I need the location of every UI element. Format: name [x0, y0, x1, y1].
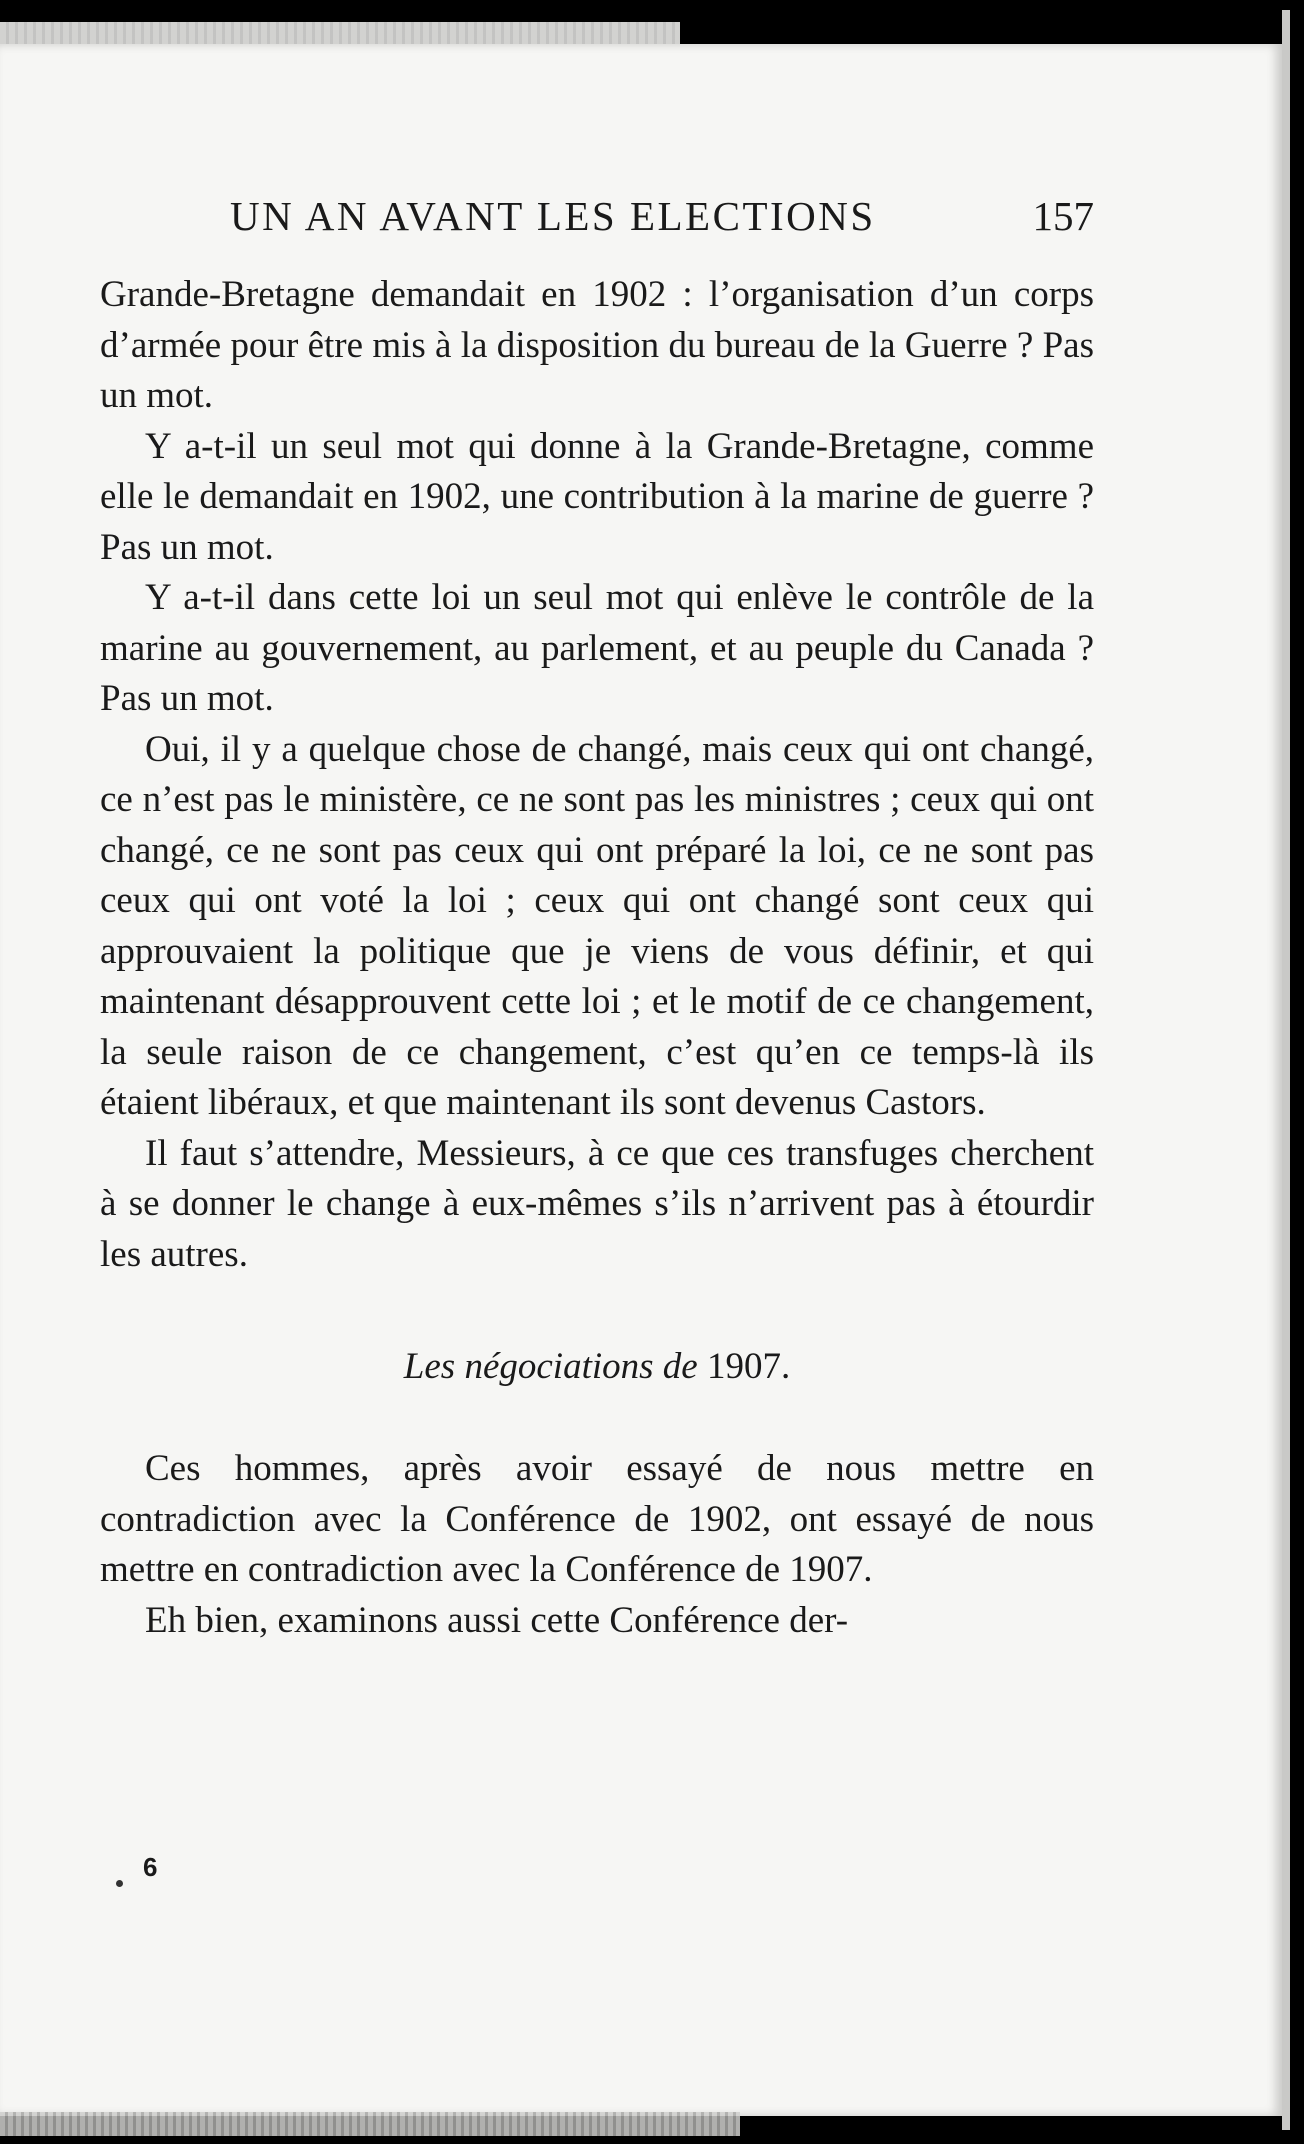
paragraph: Y a-t-il dans cette loi un seul mot qui enlève le contrôle de la marine au gouvernement, au parlement, et au peuple du Canada ? Pas un mot.	[100, 577, 1094, 719]
paragraph: Oui, il y a quelque chose de changé, mais ceux qui ont changé, ce n’est pas le ministère, ce ne sont pas les ministres ; ceux qui ont changé, ce ne sont pas ceux qui ont préparé la loi, ce ne sont pas ceux qui ont voté la loi ; ceux qui ont changé sont ceux qui approuvaient la politique que je viens de vous définir, et qui maintenant désapprouvent cette loi ; et le motif de ce changement, la seule raison de ce changement, c’est qu’en ce temps-là ils étaient libéraux, et que maintenant ils sont devenus Castors.	[100, 728, 1094, 1123]
page-edge	[1282, 10, 1290, 2130]
signature-mark: 6	[143, 1852, 158, 1882]
section-heading-year: 1907.	[706, 1346, 791, 1387]
paragraph: Eh bien, examinons aussi cette Conférence der-	[145, 1599, 849, 1641]
paragraph: Ces hommes, après avoir essayé de nous mettre en contradiction avec la Conférence de 1902, ont essayé de nous mettre en contradiction avec la Conférence de 1907.	[100, 1448, 1094, 1590]
page-text	[100, 192, 1094, 1646]
section-heading	[100, 1342, 1094, 1392]
binding-strip-bottom	[0, 2112, 740, 2136]
section-heading-italic: Les négociations de	[403, 1346, 698, 1387]
page-number: 157	[1032, 193, 1094, 239]
running-head	[230, 192, 1094, 252]
paragraph: Grande-Bretagne demandait en 1902 : l’organisation d’un corps d’armée pour être mis à la disposition du bureau de la Guerre ? Pas un mot.	[100, 274, 1094, 416]
ink-dot	[116, 1880, 123, 1887]
body-text	[100, 270, 1094, 1646]
paragraph: Il faut s’attendre, Messieurs, à ce que ces transfuges cherchent à se donner le change à eux-mêmes s’ils n’arrivent pas à étourdir les autres.	[100, 1132, 1094, 1275]
running-title: UN AN AVANT LES ELECTIONS	[230, 193, 876, 239]
paragraph: Y a-t-il un seul mot qui donne à la Grande-Bretagne, comme elle le demandait en 1902, une contribution à la marine de guerre ? Pas un mot.	[100, 425, 1094, 568]
